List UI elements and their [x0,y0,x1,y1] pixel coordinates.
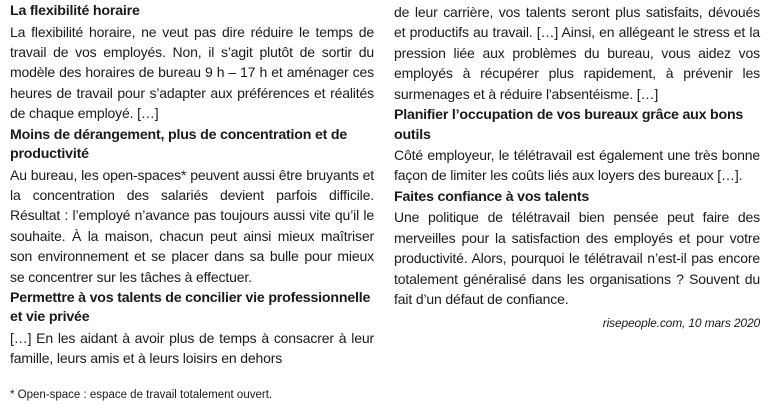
section-planifier [394,106,760,186]
section-body: […] En les aidant à avoir plus de temps à consacrer à leur famille, leurs amis et à leurs loisirs en dehors [10,329,374,367]
section-heading: Planifier l’occupation de vos bureaux grâce aux bons outils [394,107,744,143]
section-heading: Permettre à vos talents de concilier vie professionnelle et vie privée [10,289,371,326]
section-concentration [10,126,374,287]
footnote: * Open-space : espace de travail totalement ouvert. [10,389,273,401]
section-heading: La flexibilité horaire [10,3,140,19]
section-heading: Moins de dérangement, plus de concentration et de productivité [10,126,348,163]
section-flexibilite [10,2,374,124]
continuation-text: de leur carrière, vos talents seront plus satisfaits, dévoués et productifs au travail. […] Ainsi, en allégeant le stress et la pression liée aux problèmes du bureau, vous aidez vos employés à récupérer plus rapidement, à prévenir les surmenages et à réduire l'absentéisme. […] [394,4,760,102]
source-citation: risepeople.com, 10 mars 2020 [602,316,760,331]
section-heading: Faites confiance à vos talents [394,188,590,205]
section-confiance [394,188,760,310]
section-body: La flexibilité horaire, ne veut pas dire réduire le temps de travail de vos employés. Non, il s’agit plutôt de sortir du modèle des horaires de bureau 9 h – 17 h et aménager ces heures de travail pour s’adapter aux préférences et réalités de chaque employé. […] [10,23,374,122]
section-body: Au bureau, les open-spaces* peuvent aussi être bruyants et la concentration des salariés devient parfois difficile. Résultat : l’employé n’avance pas toujours aussi vite qu’il le souhaite. À la maison, chacun peut ainsi mieux maîtriser son environnement et se placer dans sa bulle pour mieux se concentrer sur les tâches à effectuer. [10,166,374,285]
left-column [10,2,374,371]
section-body: Côté employeur, le télétravail est également une très bonne façon de limiter les coûts liés aux loyers des bureaux […]. [394,147,760,184]
right-column [394,2,760,331]
section-body: Une politique de télétravail bien pensée peut faire des merveilles pour la satisfaction des employés et pour votre productivité. Alors, pourquoi le télétravail n’est-il pas encore totalement généralisé dans les organisations ? Souvent du fait d’un défaut de confiance. [394,209,760,307]
article [10,2,762,406]
section-vie-privee [10,289,374,369]
